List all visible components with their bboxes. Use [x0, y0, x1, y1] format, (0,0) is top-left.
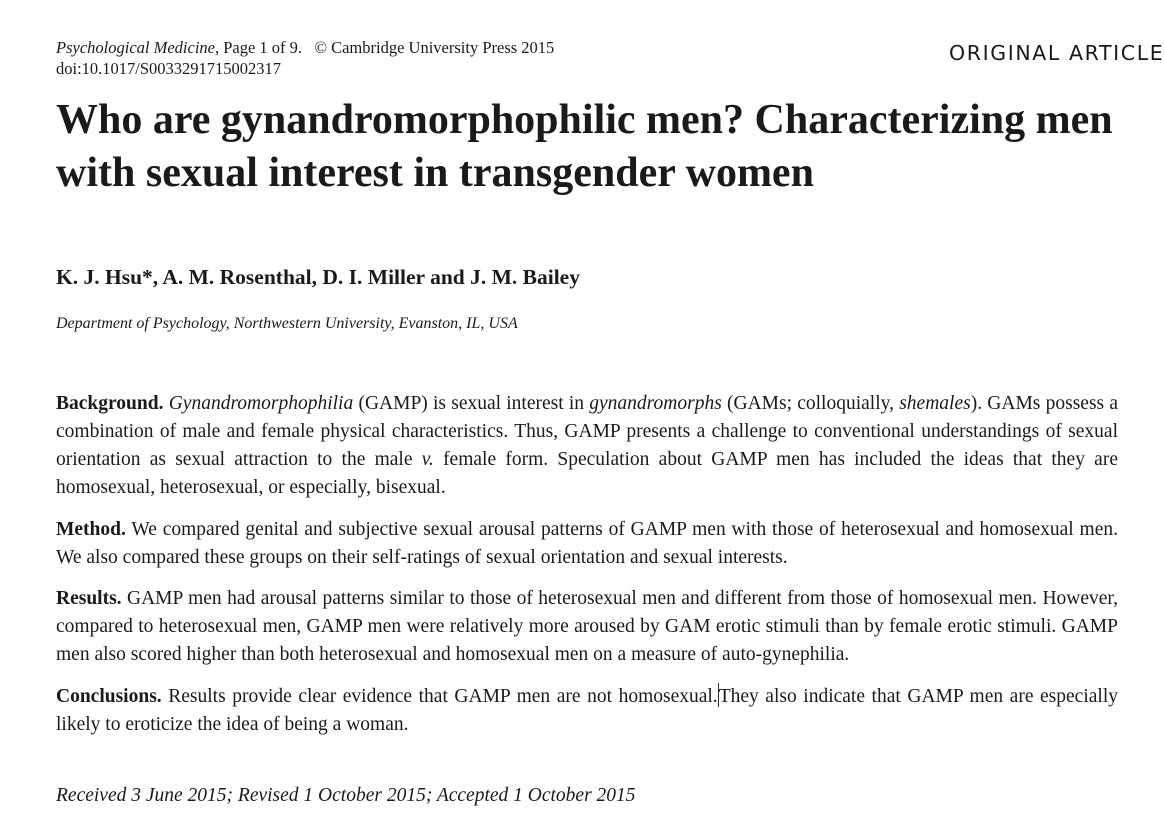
background-label: Background. [56, 393, 164, 414]
journal-name: Psychological Medicine [56, 38, 215, 57]
term-gams: gynandromorphs [589, 393, 722, 414]
page-info: , Page 1 of 9. [214, 38, 303, 57]
copyright: © Cambridge University Press 2015 [314, 38, 555, 57]
background-text-3: ). GAMs possess a combination of male and female physical characteristics. Thus, GAMP presents a challenge to conventional understandings of sexual orientation as sexual attraction to the male [56, 393, 1118, 470]
term-versus: v. [421, 449, 434, 470]
method-text: We compared genital and subjective sexual arousal patterns of GAMP men with those of heterosexual and homosexual men. We also compared these groups on their self-ratings of sexual orientation and sexual interests. [56, 518, 1118, 568]
results-text: GAMP men had arousal patterns similar to those of heterosexual men and different from those of homosexual men. However, compared to heterosexual men, GAMP men were relatively more aroused by GAM erotic stimuli than by female erotic stimuli. GAMP men also scored higher than both heterosexual and homosexual men on a measure of auto-gynephilia. [56, 588, 1119, 665]
abstract-method [56, 516, 1118, 572]
abstract-results [56, 585, 1118, 669]
abstract [56, 390, 1118, 752]
journal-header [56, 37, 554, 79]
conclusions-label: Conclusions. [56, 685, 162, 707]
doi: doi:10.1017/S0033291715002317 [56, 59, 282, 78]
method-label: Method. [56, 518, 126, 540]
conclusions-text-2: They also indicate that GAMP men are especially likely to eroticize the idea of being a woman. [56, 685, 1118, 735]
term-gamp: Gynandromorphophilia [168, 393, 354, 414]
abstract-background [56, 390, 1118, 502]
article-title: Who are gynandromorphophilic men? Characterizing men with sexual interest in transgender women [56, 97, 1113, 196]
article-type-label: ORIGINAL ARTICLE [949, 41, 1164, 65]
results-label: Results. [56, 588, 122, 609]
received-dates: Received 3 June 2015; Revised 1 October 2015; Accepted 1 October 2015 [56, 785, 636, 806]
affiliation: Department of Psychology, Northwestern University, Evanston, IL, USA [56, 315, 518, 332]
citation-line [56, 37, 554, 58]
background-text-2: (GAMs; colloquially, [721, 393, 900, 414]
author-list: K. J. Hsu*, A. M. Rosenthal, D. I. Miller and J. M. Bailey [56, 265, 580, 289]
background-text-1: (GAMP) is sexual interest in [353, 393, 590, 414]
conclusions-text-1: Results provide clear evidence that GAMP men are not homosexual. [168, 685, 718, 707]
abstract-conclusions [56, 683, 1118, 739]
background-text-4: female form. Speculation about GAMP men has included the ideas that they are homosexual, heterosexual, or especially, bisexual. [56, 449, 1118, 498]
term-shemales: shemales [899, 393, 971, 414]
